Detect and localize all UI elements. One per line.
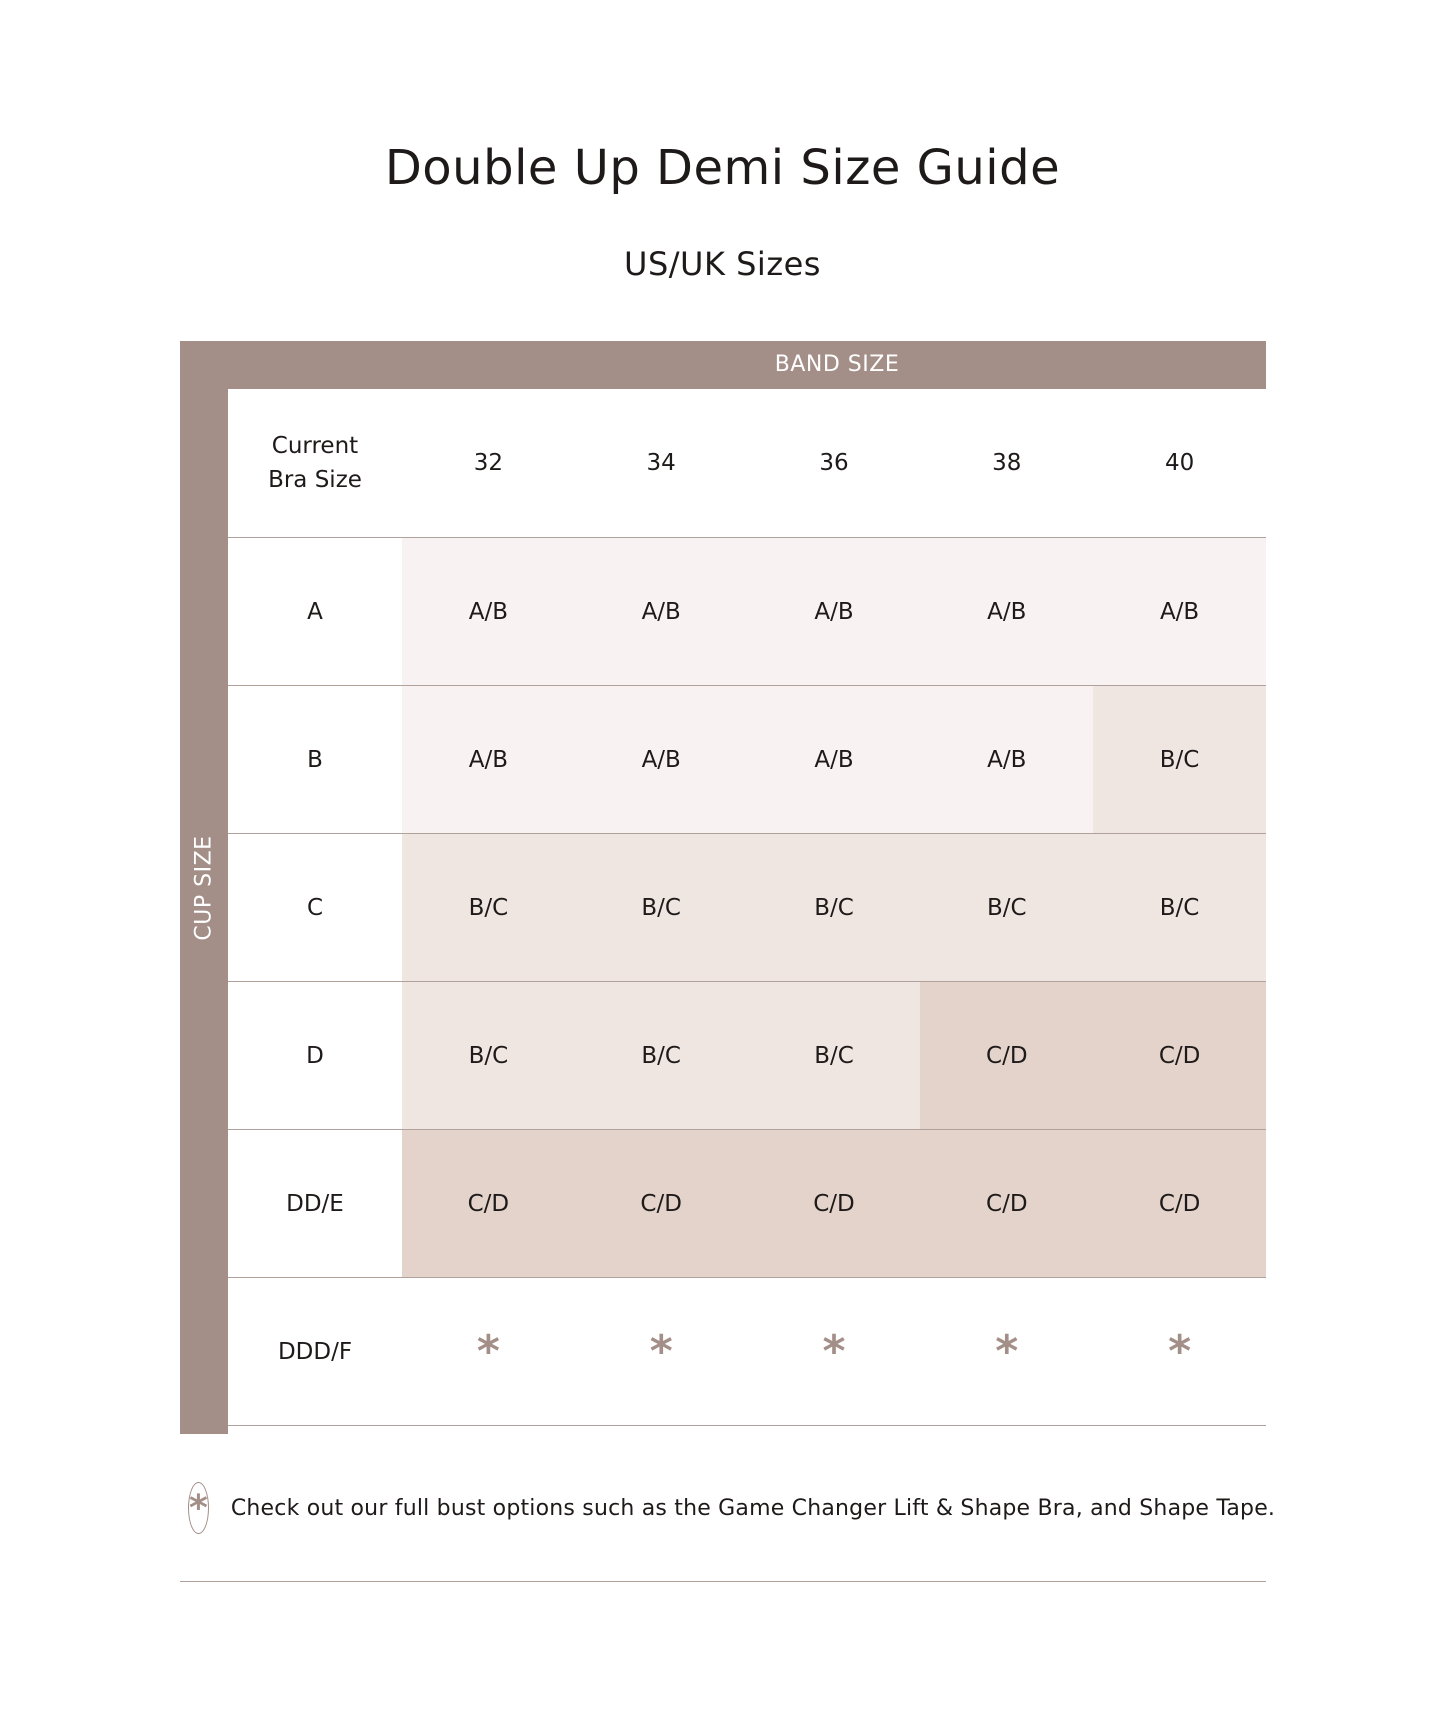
recommended-size-cell: B/C bbox=[1093, 686, 1266, 833]
footnote-text: Check out our full bust options such as the Game Changer Lift & Shape Bra, and Shape Tape. bbox=[230, 1495, 1276, 1521]
cup-size-cell: D bbox=[228, 982, 402, 1129]
recommended-size-cell: A/B bbox=[1093, 538, 1266, 685]
recommended-size-cell: B/C bbox=[575, 834, 748, 981]
recommended-size-cell: A/B bbox=[920, 686, 1093, 833]
cup-size-cell: A bbox=[228, 538, 402, 685]
recommended-size-cell: C/D bbox=[920, 982, 1093, 1129]
current-bra-size-header bbox=[228, 389, 402, 537]
cup-size-cell: DDD/F bbox=[228, 1278, 402, 1425]
page-subtitle: US/UK Sizes bbox=[624, 245, 821, 283]
asterisk-icon: * bbox=[575, 1278, 748, 1425]
asterisk-circle-icon: * bbox=[188, 1482, 209, 1534]
recommended-size-cell: A/B bbox=[920, 538, 1093, 685]
band-header-40: 40 bbox=[1164, 450, 1195, 476]
asterisk-icon: * bbox=[920, 1278, 1093, 1425]
recommended-size-cell: C/D bbox=[748, 1130, 921, 1277]
band-header-36: 36 bbox=[819, 450, 849, 476]
recommended-size-cell: A/B bbox=[575, 538, 748, 685]
cup-size-cell: C bbox=[228, 834, 402, 981]
table-row bbox=[228, 538, 1266, 686]
current-label-line2: Bra Size bbox=[268, 467, 362, 493]
table-row bbox=[228, 686, 1266, 834]
recommended-size-cell: A/B bbox=[748, 538, 921, 685]
cup-size-label: CUP SIZE bbox=[191, 835, 217, 941]
table-header-row bbox=[228, 389, 1266, 538]
recommended-size-cell: C/D bbox=[920, 1130, 1093, 1277]
asterisk-icon: * bbox=[748, 1278, 921, 1425]
page-title: Double Up Demi Size Guide bbox=[384, 140, 1061, 196]
recommended-size-cell: B/C bbox=[575, 982, 748, 1129]
recommended-size-cell: C/D bbox=[402, 1130, 575, 1277]
recommended-size-cell: B/C bbox=[748, 982, 921, 1129]
cup-size-cell: DD/E bbox=[228, 1130, 402, 1277]
asterisk-icon: * bbox=[1093, 1278, 1266, 1425]
band-header-32: 32 bbox=[473, 450, 504, 476]
recommended-size-cell: B/C bbox=[920, 834, 1093, 981]
cup-size-cell: B bbox=[228, 686, 402, 833]
recommended-size-cell: B/C bbox=[402, 982, 575, 1129]
band-size-header-bar bbox=[180, 341, 1266, 389]
recommended-size-cell: B/C bbox=[402, 834, 575, 981]
recommended-size-cell: C/D bbox=[1093, 982, 1266, 1129]
footnote bbox=[180, 1478, 1276, 1538]
recommended-size-cell: A/B bbox=[402, 686, 575, 833]
recommended-size-cell: A/B bbox=[402, 538, 575, 685]
recommended-size-cell: A/B bbox=[748, 686, 921, 833]
current-label-line1: Current bbox=[271, 433, 359, 459]
recommended-size-cell: A/B bbox=[575, 686, 748, 833]
recommended-size-cell: C/D bbox=[575, 1130, 748, 1277]
table-row bbox=[228, 834, 1266, 982]
table-row bbox=[228, 1278, 1266, 1426]
recommended-size-cell: C/D bbox=[1093, 1130, 1266, 1277]
table-row bbox=[228, 982, 1266, 1130]
table-row bbox=[228, 1130, 1266, 1278]
band-header-34: 34 bbox=[646, 450, 676, 476]
recommended-size-cell: B/C bbox=[748, 834, 921, 981]
bottom-divider bbox=[180, 1581, 1266, 1582]
recommended-size-cell: B/C bbox=[1093, 834, 1266, 981]
band-size-label: BAND SIZE bbox=[774, 352, 900, 377]
size-table bbox=[228, 389, 1266, 1426]
asterisk-icon: * bbox=[402, 1278, 575, 1425]
band-header-38: 38 bbox=[992, 450, 1022, 476]
